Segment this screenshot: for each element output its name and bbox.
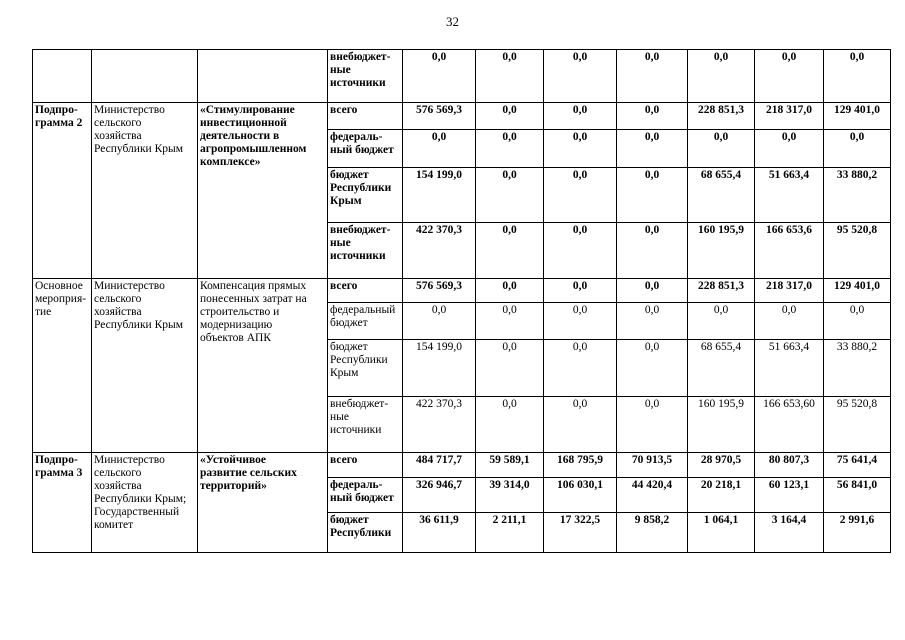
value-cell: 0,0 — [476, 103, 544, 130]
value-cell: 0,0 — [403, 130, 476, 168]
executor-cell — [92, 50, 198, 103]
value-cell: 51 663,4 — [755, 340, 824, 397]
funding-source-cell: всего — [328, 453, 403, 478]
value-cell: 0,0 — [617, 303, 688, 340]
value-cell: 2 991,6 — [824, 513, 891, 553]
value-cell: 0,0 — [617, 340, 688, 397]
value-cell: 33 880,2 — [824, 168, 891, 223]
value-cell: 80 807,3 — [755, 453, 824, 478]
program-title-cell: «Устойчивое развитие сельских территорий» — [198, 453, 328, 553]
value-cell: 0,0 — [688, 130, 755, 168]
value-cell: 0,0 — [688, 50, 755, 103]
value-cell: 70 913,5 — [617, 453, 688, 478]
value-cell: 0,0 — [617, 103, 688, 130]
value-cell: 75 641,4 — [824, 453, 891, 478]
program-label-cell: Подпро- грамма 2 — [33, 103, 92, 279]
value-cell: 576 569,3 — [403, 279, 476, 303]
value-cell: 17 322,5 — [544, 513, 617, 553]
table-body — [33, 50, 891, 553]
value-cell: 56 841,0 — [824, 478, 891, 513]
page-number: 32 — [446, 14, 459, 29]
value-cell: 228 851,3 — [688, 103, 755, 130]
funding-source-cell: бюджет Республики — [328, 513, 403, 553]
value-cell: 166 653,6 — [755, 223, 824, 279]
value-cell: 95 520,8 — [824, 397, 891, 453]
funding-source-cell: федераль- ный бюджет — [328, 130, 403, 168]
value-cell: 0,0 — [617, 279, 688, 303]
program-title-cell: Компенсация прямых понесенных затрат на строительство и модернизацию объектов АПК — [198, 279, 328, 453]
table-row — [33, 50, 891, 103]
value-cell: 2 211,1 — [476, 513, 544, 553]
value-cell: 0,0 — [617, 50, 688, 103]
funding-source-cell: федеральный бюджет — [328, 303, 403, 340]
funding-source-cell: внебюджет- ные источники — [328, 223, 403, 279]
funding-source-cell: бюджет Республики Крым — [328, 168, 403, 223]
value-cell: 0,0 — [403, 303, 476, 340]
value-cell: 3 164,4 — [755, 513, 824, 553]
value-cell: 160 195,9 — [688, 397, 755, 453]
executor-cell: Министерство сельского хозяйства Республики Крым; Государственный комитет — [92, 453, 198, 553]
value-cell: 484 717,7 — [403, 453, 476, 478]
value-cell: 1 064,1 — [688, 513, 755, 553]
executor-cell: Министерство сельского хозяйства Республики Крым — [92, 279, 198, 453]
value-cell: 0,0 — [544, 50, 617, 103]
value-cell: 0,0 — [476, 168, 544, 223]
value-cell: 0,0 — [544, 340, 617, 397]
value-cell: 33 880,2 — [824, 340, 891, 397]
value-cell: 0,0 — [403, 50, 476, 103]
value-cell: 0,0 — [544, 223, 617, 279]
funding-source-cell: всего — [328, 279, 403, 303]
value-cell: 129 401,0 — [824, 103, 891, 130]
value-cell: 0,0 — [755, 303, 824, 340]
value-cell: 0,0 — [544, 303, 617, 340]
value-cell: 0,0 — [824, 130, 891, 168]
budget-table — [32, 49, 891, 553]
funding-source-cell: федераль- ный бюджет — [328, 478, 403, 513]
value-cell: 39 314,0 — [476, 478, 544, 513]
value-cell: 0,0 — [824, 50, 891, 103]
table-row — [33, 453, 891, 478]
value-cell: 28 970,5 — [688, 453, 755, 478]
executor-cell: Министерство сельского хозяйства Республики Крым — [92, 103, 198, 279]
value-cell: 160 195,9 — [688, 223, 755, 279]
value-cell: 68 655,4 — [688, 340, 755, 397]
value-cell: 129 401,0 — [824, 279, 891, 303]
value-cell: 0,0 — [544, 279, 617, 303]
value-cell: 576 569,3 — [403, 103, 476, 130]
value-cell: 20 218,1 — [688, 478, 755, 513]
program-title-cell — [198, 50, 328, 103]
value-cell: 0,0 — [476, 130, 544, 168]
value-cell: 0,0 — [617, 130, 688, 168]
value-cell: 168 795,9 — [544, 453, 617, 478]
value-cell: 422 370,3 — [403, 223, 476, 279]
value-cell: 0,0 — [476, 50, 544, 103]
value-cell: 68 655,4 — [688, 168, 755, 223]
value-cell: 228 851,3 — [688, 279, 755, 303]
value-cell: 95 520,8 — [824, 223, 891, 279]
value-cell: 51 663,4 — [755, 168, 824, 223]
value-cell: 218 317,0 — [755, 279, 824, 303]
value-cell: 106 030,1 — [544, 478, 617, 513]
value-cell: 0,0 — [544, 130, 617, 168]
funding-source-cell: бюджет Республики Крым — [328, 340, 403, 397]
value-cell: 0,0 — [824, 303, 891, 340]
value-cell: 0,0 — [617, 168, 688, 223]
value-cell: 0,0 — [617, 223, 688, 279]
value-cell: 0,0 — [544, 103, 617, 130]
value-cell: 36 611,9 — [403, 513, 476, 553]
value-cell: 0,0 — [476, 340, 544, 397]
value-cell: 59 589,1 — [476, 453, 544, 478]
value-cell: 9 858,2 — [617, 513, 688, 553]
table-row — [33, 103, 891, 130]
value-cell: 166 653,60 — [755, 397, 824, 453]
value-cell: 154 199,0 — [403, 168, 476, 223]
funding-source-cell: внебюджет- ные источники — [328, 50, 403, 103]
value-cell: 154 199,0 — [403, 340, 476, 397]
value-cell: 0,0 — [688, 303, 755, 340]
value-cell: 60 123,1 — [755, 478, 824, 513]
value-cell: 0,0 — [476, 303, 544, 340]
value-cell: 326 946,7 — [403, 478, 476, 513]
value-cell: 0,0 — [544, 397, 617, 453]
value-cell: 0,0 — [476, 223, 544, 279]
value-cell: 0,0 — [617, 397, 688, 453]
value-cell: 422 370,3 — [403, 397, 476, 453]
value-cell: 0,0 — [476, 397, 544, 453]
value-cell: 44 420,4 — [617, 478, 688, 513]
value-cell: 0,0 — [755, 130, 824, 168]
table-row — [33, 279, 891, 303]
value-cell: 218 317,0 — [755, 103, 824, 130]
funding-source-cell: всего — [328, 103, 403, 130]
program-label-cell: Основное мероприя- тие — [33, 279, 92, 453]
value-cell: 0,0 — [476, 279, 544, 303]
value-cell: 0,0 — [544, 168, 617, 223]
program-label-cell: Подпро- грамма 3 — [33, 453, 92, 553]
value-cell: 0,0 — [755, 50, 824, 103]
program-title-cell: «Стимулирование инвестиционной деятельности в агропромышленном комплексе» — [198, 103, 328, 279]
funding-source-cell: внебюджет- ные источники — [328, 397, 403, 453]
program-label-cell — [33, 50, 92, 103]
